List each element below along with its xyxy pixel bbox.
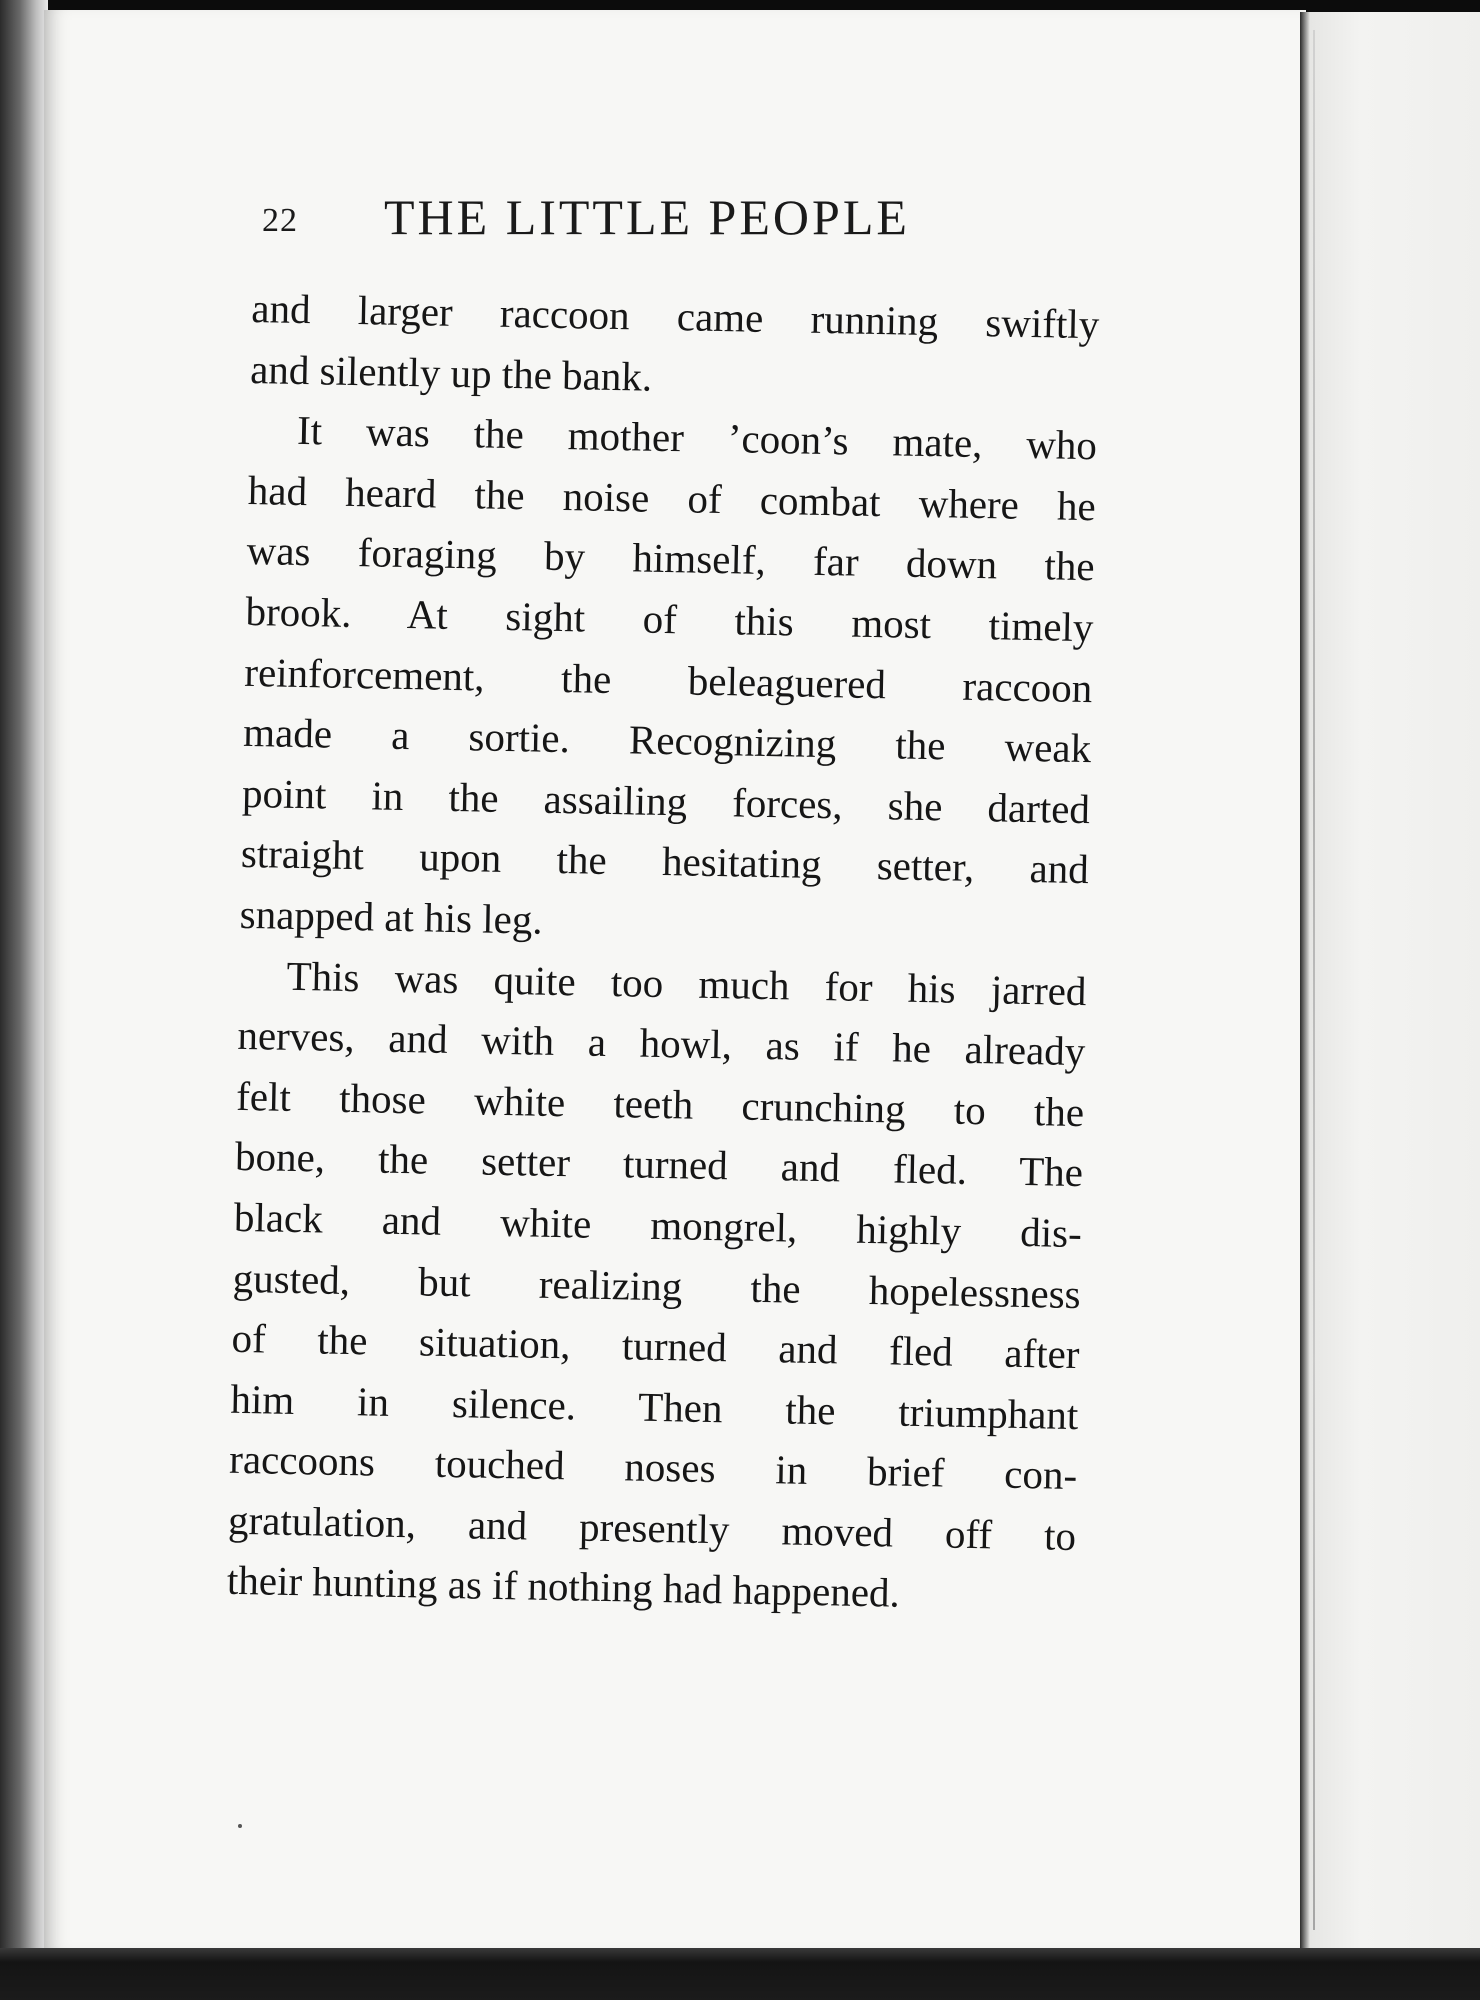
- text-line: raccoons touched noses in brief con-: [228, 1436, 1078, 1499]
- running-head: [262, 188, 1002, 252]
- text-line: reinforcement, the beleaguered raccoon: [244, 648, 1093, 711]
- page-number: 22: [262, 202, 298, 239]
- scan-bottom-edge: [0, 1948, 1480, 2000]
- facing-page-gutter-line: [1313, 30, 1315, 1930]
- text-line: had heard the noise of combat where he: [247, 466, 1097, 530]
- text-line: It was the mother ’coon’s mate, who: [296, 407, 1098, 469]
- text-line: bone, the setter turned and fled. The: [234, 1133, 1084, 1196]
- text-line: gusted, but realizing the hopelessness: [232, 1254, 1082, 1317]
- text-line: their hunting as if nothing had happened.: [226, 1557, 901, 1617]
- text-line: black and white mongrel, highly dis-: [233, 1193, 1083, 1257]
- text-line: This was quite too much for his jarred: [286, 952, 1087, 1014]
- text-line: made a sortie. Recognizing the weak: [242, 709, 1092, 772]
- text-line: and silently up the bank.: [249, 345, 653, 400]
- text-line: of the situation, turned and fled after: [231, 1314, 1080, 1378]
- text-line: and larger raccoon came running swiftly: [250, 284, 1100, 348]
- book-spine-edge: [0, 0, 48, 2000]
- text-line: gratulation, and presently moved off to: [227, 1496, 1077, 1559]
- text-line: him in silence. Then the triumphant: [230, 1375, 1079, 1438]
- text-line: point in the assailing forces, she darted: [241, 769, 1091, 832]
- text-line: was foraging by himself, far down the: [246, 527, 1096, 590]
- body-text: [226, 278, 1099, 1627]
- running-title: THE LITTLE PEOPLE: [384, 189, 910, 245]
- scan-speck: [238, 1824, 242, 1828]
- text-line: nerves, and with a howl, as if he already: [237, 1011, 1086, 1075]
- text-line: felt those white teeth crunching to the: [235, 1072, 1085, 1135]
- text-line: straight upon the hesitating setter, and: [240, 830, 1090, 893]
- text-line: brook. At sight of this most timely: [245, 587, 1094, 651]
- text-line: snapped at his leg.: [239, 890, 544, 943]
- facing-page-edge: [1300, 12, 1480, 1948]
